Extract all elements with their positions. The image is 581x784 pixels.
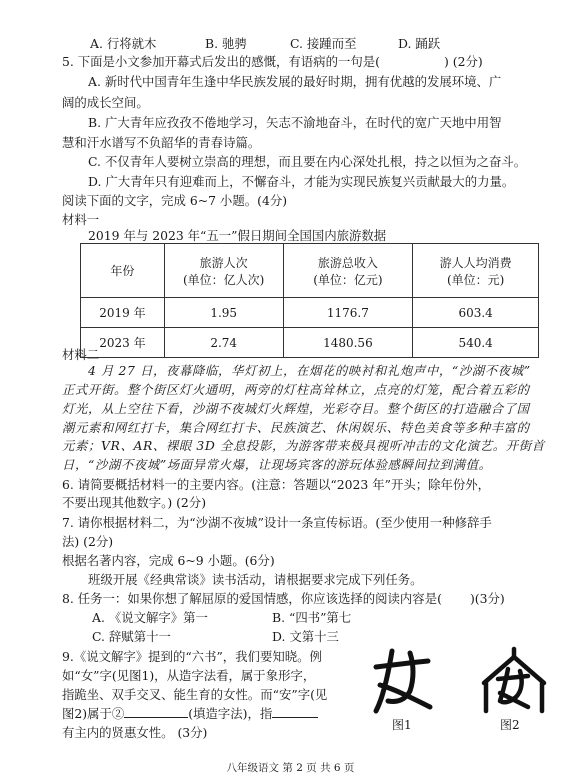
q5-option-a-line1: A. 新时代中国青年生逢中华民族发展的最好时期，拥有优越的发展环境、广 <box>88 74 502 89</box>
table-row <box>81 328 539 358</box>
table-title: 2019 年与 2023 年“五一”假日期间全国国内旅游数据 <box>88 228 387 243</box>
q9-line2: 如“女”字(见图1)，从造字法看，属于象形字， <box>62 668 316 683</box>
figure2-an-glyph <box>478 645 550 717</box>
cell-per-capita: 540.4 <box>413 328 539 358</box>
q8-stem-text: 8. 任务一：如果你想了解屈原的爱国情感，你应该选择的阅读内容是( <box>62 591 442 606</box>
figure1-nv-glyph <box>370 645 442 715</box>
figure1-caption: 图1 <box>392 718 412 732</box>
q9-line1: 9.《说文解字》提到的“六书”，我们要知晓。例 <box>62 649 322 664</box>
material2-line: 潮元素和网红打卡，集合网红打卡、民族演艺、休闲娱乐、特色美食等多种丰富的 <box>62 420 530 435</box>
q9-line5: 有主内的贤惠女性。 (3分) <box>62 725 208 740</box>
option-b: B. 驰骋 <box>205 36 247 51</box>
header-visits <box>164 244 283 298</box>
material1-label: 材料一 <box>62 212 100 227</box>
reading-intro: 阅读下面的文字，完成 6~7 小题。(4分) <box>62 193 288 208</box>
material2-line: 元素；VR、AR、裸眼 3D 全息投影，为游客带来极具视听冲击的文化演艺。开街首 <box>62 438 545 453</box>
header-revenue <box>283 244 413 298</box>
header-visits-unit: (单位：亿人次) <box>182 272 265 287</box>
tourism-table <box>80 243 539 358</box>
table-header-row <box>81 244 539 298</box>
q8-option-d: D. 文第十三 <box>272 629 339 644</box>
cell-visits: 1.95 <box>164 298 283 328</box>
q8-option-b: B. “四书”第七 <box>272 610 352 625</box>
material2-label: 材料二 <box>62 347 100 362</box>
q7-line1: 7. 请你根据材料二，为“沙湖不夜城”设计一条宣传标语。(至少使用一种修辞手 <box>62 515 492 530</box>
q6-line2: 不要出现其他数字。) (2分) <box>62 495 207 510</box>
q8-option-c: C. 辞赋第十一 <box>92 629 171 644</box>
header-revenue-unit: (单位：亿元) <box>313 272 383 287</box>
header-per-capita-label: 游人人均消费 <box>439 255 512 270</box>
material2-line: 4 月 27 日，夜幕降临，华灯初上，在烟花的映衬和礼炮声中，“沙湖不夜城” <box>88 363 531 378</box>
material2-line: 灯光，从上空往下看，沙湖不夜城灯火辉煌，光彩夺目。整个街区的打造融合了国 <box>62 401 530 416</box>
q5-option-c: C. 不仅青年人要树立崇高的理想，而且要在内心深处扎根，持之以恒为之奋斗。 <box>88 154 527 169</box>
cell-per-capita: 603.4 <box>413 298 539 328</box>
q8-stem-end: )(3分) <box>469 591 505 606</box>
q5-stem-end: ) (2分) <box>443 54 483 69</box>
q9-line3: 指跪坐、双手交叉、能生育的女性。而“安”字(见 <box>62 687 328 702</box>
q8-stem <box>62 590 505 607</box>
figure2-caption: 图2 <box>500 718 520 732</box>
q9-line4-start: 图2)属于② <box>62 706 125 721</box>
q9-line4-mid: (填造字法)，指 <box>188 706 273 721</box>
q5-option-d: D. 广大青年只有迎难而上，不懈奋斗，才能为实现民族复兴贡献最大的力量。 <box>88 174 515 189</box>
option-d: D. 踊跃 <box>398 36 441 51</box>
q7-line2: 法) (2分) <box>62 534 114 549</box>
q9-blank-meaning[interactable] <box>272 705 318 718</box>
header-per-capita-unit: (单位：元) <box>446 272 505 287</box>
q9-line4 <box>62 705 318 722</box>
table-row <box>81 298 539 328</box>
option-a: A. 行将就木 <box>90 36 157 51</box>
material2-line: 正式开街。整个街区灯火通明，两旁的灯柱高耸林立，点亮的灯笼，配合着五彩的 <box>62 382 530 397</box>
cell-visits: 2.74 <box>164 328 283 358</box>
q9-blank-method[interactable] <box>124 705 188 718</box>
header-per-capita <box>413 244 539 298</box>
q5-option-b-line2: 慧和汗水谱写不负韶华的青春诗篇。 <box>62 135 261 150</box>
classic-intro: 根据名著内容，完成 6~9 小题。(6分) <box>62 553 275 568</box>
header-year-label: 年份 <box>110 264 135 278</box>
material2-line: 日，“沙湖不夜城”场面异常火爆，让现场宾客的游玩体验感瞬间拉到满值。 <box>62 457 492 472</box>
q5-stem <box>62 53 483 70</box>
q5-option-a-line2: 阔的成长空间。 <box>62 95 149 110</box>
q8-option-a: A. 《说文解字》第一 <box>92 610 208 625</box>
q5-stem-text: 5. 下面是小文参加开幕式后发出的感慨，有语病的一句是( <box>62 54 380 69</box>
cell-revenue: 1480.56 <box>283 328 413 358</box>
cell-year: 2023 年 <box>81 328 165 358</box>
q5-option-b-line1: B. 广大青年应孜孜不倦地学习，矢志不渝地奋斗，在时代的宽广天地中用智 <box>88 115 502 130</box>
header-year <box>81 244 165 298</box>
header-visits-label: 旅游人次 <box>199 255 248 270</box>
cell-year: 2019 年 <box>81 298 165 328</box>
option-c: C. 接踵而至 <box>290 36 357 51</box>
cell-revenue: 1176.7 <box>283 298 413 328</box>
activity-intro: 班级开展《经典常谈》读书活动，请根据要求完成下列任务。 <box>88 572 423 587</box>
q6-line1: 6. 请简要概括材料一的主要内容。(注意：答题以“2023 年”开头；除年份外， <box>62 477 491 492</box>
page-footer: 八年级语文 第 2 页 共 6 页 <box>226 762 355 774</box>
header-revenue-label: 旅游总收入 <box>317 255 378 270</box>
